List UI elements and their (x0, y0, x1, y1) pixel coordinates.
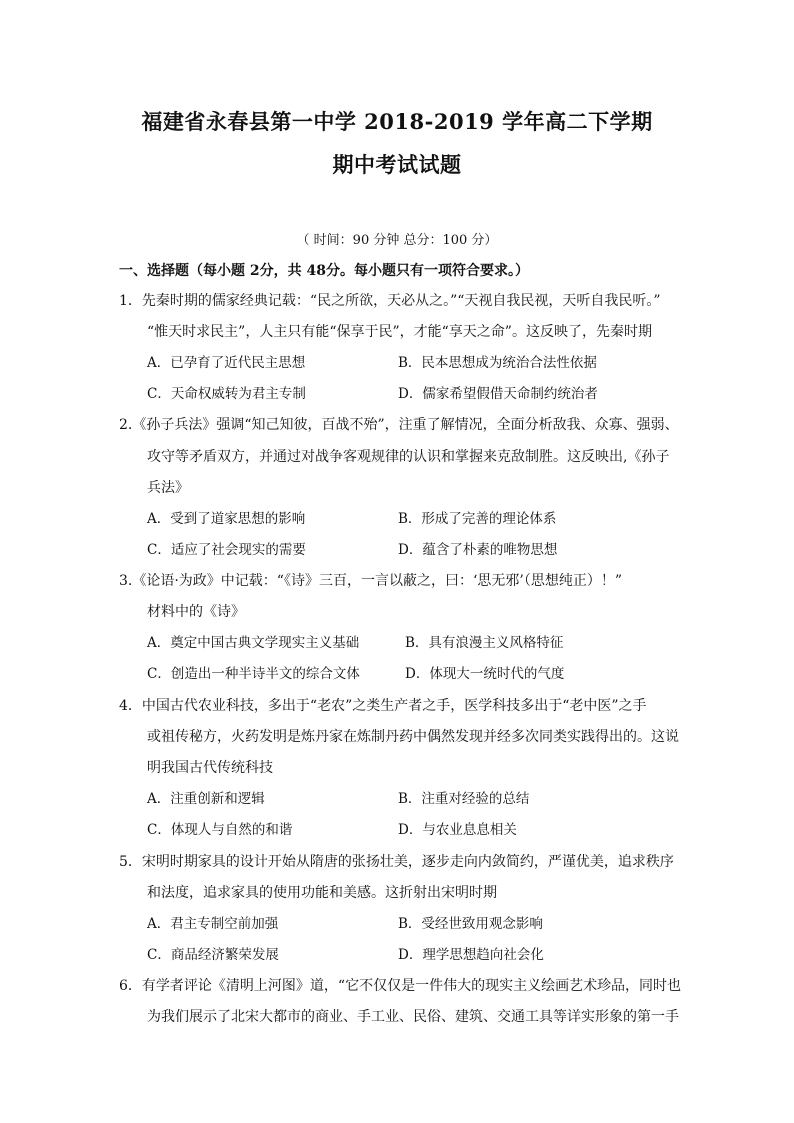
question-5-option-d: D．理学思想趋向社会化 (398, 947, 544, 963)
question-3-option-a: A．奠定中国古典文学现实主义基础 (147, 635, 360, 651)
question-4-line-1: 4．中国古代农业科技，多出于“老农”之类生产者之手，医学科技多出于“老中医”之手 (119, 698, 647, 714)
question-5-line-2: 和法度，追求家具的使用功能和美感。这折射出宋明时期 (147, 885, 497, 901)
exam-meta: （ 时间：90 分钟 总分：100 分） (296, 233, 498, 248)
question-6-line-2: 为我们展示了北宋大都市的商业、手工业、民俗、建筑、交通工具等详实形象的第一手 (147, 1009, 679, 1025)
question-2-option-d: D．蕴含了朴素的唯物思想 (398, 542, 558, 558)
question-1-option-b: B．民本思想成为统治合法性依据 (398, 355, 597, 371)
question-4-option-c: C．体现人与自然的和谐 (147, 822, 293, 838)
question-5-option-c: C．商品经济繁荣发展 (147, 947, 279, 963)
document-title-line1: 福建省永春县第一中学 2018-2019 学年高二下学期 (141, 109, 653, 134)
question-5-option-a: A．君主专制空前加强 (147, 916, 279, 932)
question-4-line-3: 明我国古代传统科技 (147, 760, 273, 776)
question-4-option-a: A．注重创新和逻辑 (147, 791, 265, 807)
document-title-line2: 期中考试试题 (332, 152, 462, 177)
question-5-line-1: 5．宋明时期家具的设计开始从隋唐的张扬壮美，逐步走向内敛简约，严谨优美，追求秩序 (119, 854, 674, 870)
question-1-option-d: D．儒家希望假借天命制约统治者 (398, 386, 598, 402)
question-2-option-b: B．形成了完善的理论体系 (398, 511, 557, 527)
question-2-line-1: 2.《孙子兵法》强调“知己知彼，百战不殆”，注重了解情况，全面分析敌我、众寡、强弱、 (119, 417, 679, 433)
question-3-line-2: 材料中的《诗》 (147, 604, 245, 620)
question-2-line-2: 攻守等矛盾双方，并通过对战争客观规律的认识和掌握来克敌制胜。这反映出,《孙子 (147, 449, 670, 465)
section-heading: 一、选择题（每小题 2分，共 48分。每小题只有一项符合要求。） (119, 263, 529, 279)
question-1-option-a: A．已孕育了近代民主思想 (147, 355, 306, 371)
question-3-option-b: B．具有浪漫主义风格特征 (405, 635, 564, 651)
question-2-line-3: 兵法》 (147, 480, 189, 496)
question-5-option-b: B．受经世致用观念影响 (398, 916, 543, 932)
question-2-option-c: C．适应了社会现实的需要 (147, 542, 306, 558)
question-3-option-c: C．创造出一种半诗半文的综合文体 (147, 666, 360, 682)
question-3-option-d: D．体现大一统时代的气度 (405, 666, 565, 682)
question-3-line-1: 3.《论语·为政》中记载：“《诗》三百，一言以蔽之，曰：‘思无邪’（思想纯正）！” (119, 573, 623, 589)
question-1-line-1: 1．先秦时期的儒家经典记载：“民之所欲，天必从之。”“天视自我民视，天听自我民听。” (119, 293, 661, 309)
question-1-option-c: C．天命权威转为君主专制 (147, 386, 306, 402)
question-4-option-b: B．注重对经验的总结 (398, 791, 530, 807)
question-6-line-1: 6．有学者评论《清明上河图》道，“它不仅仅是一件伟大的现实主义绘画艺术珍品，同时也 (119, 978, 682, 994)
question-4-option-d: D．与农业息息相关 (398, 822, 517, 838)
question-4-line-2: 或祖传秘方，火药发明是炼丹家在炼制丹药中偶然发现并经多次同类实践得出的。这说 (147, 729, 679, 745)
question-1-line-2: “惟天时求民主”，人主只有能“保享于民”，才能“享天之命”。这反映了，先秦时期 (147, 324, 652, 340)
question-2-option-a: A．受到了道家思想的影响 (147, 511, 306, 527)
